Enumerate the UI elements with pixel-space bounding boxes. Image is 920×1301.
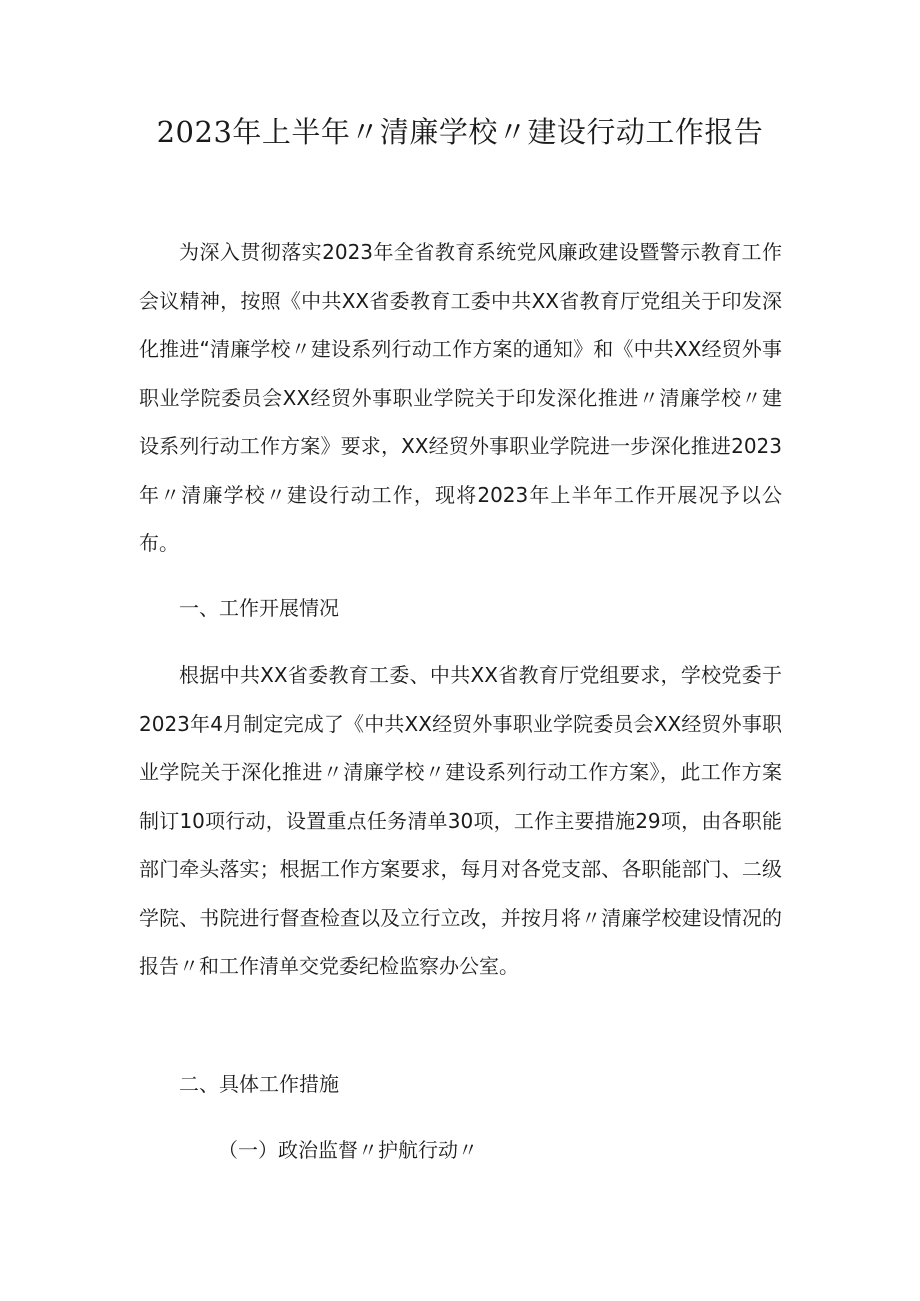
- section-heading-work-status: 一、工作开展情况: [179, 596, 339, 620]
- intro-paragraph: 为深入贯彻落实2023年全省教育系统党风廉政建设暨警示教育工作会议精神，按照《中共XX省委教育工委中共XX省教育厅党组关于印发深化推进“清廉学校〃建设系列行动工作方案的通知》和《中共XX经贸外事职业学院委员会XX经贸外事职业学院关于印发深化推进〃清廉学校〃建设系列行动工作方案》要求，XX经贸外事职业学院进一步深化推进2023年〃清廉学校〃建设行动工作，现将2023年上半年工作开展况予以公布。: [139, 240, 782, 555]
- section-heading-specific-measures: 二、具体工作措施: [179, 1072, 339, 1096]
- work-status-paragraph: 根据中共XX省委教育工委、中共XX省教育厅党组要求，学校党委于2023年4月制定完成了《中共XX经贸外事职业学院委员会XX经贸外事职业学院关于深化推进〃清廉学校〃建设系列行动工作方案》，此工作方案制订10项行动，设置重点任务清单30项，工作主要措施29项，由各职能部门牵头落实；根据工作方案要求，每月对各党支部、各职能部门、二级学院、书院进行督查检查以及立行立改，并按月将〃清廉学校建设情况的报告〃和工作清单交党委纪检监察办公室。: [139, 663, 782, 978]
- document-title: 2023年上半年〃清廉学校〃建设行动工作报告: [156, 115, 764, 149]
- subsection-heading-political-supervision: （一）政治监督〃护航行动〃: [218, 1138, 478, 1162]
